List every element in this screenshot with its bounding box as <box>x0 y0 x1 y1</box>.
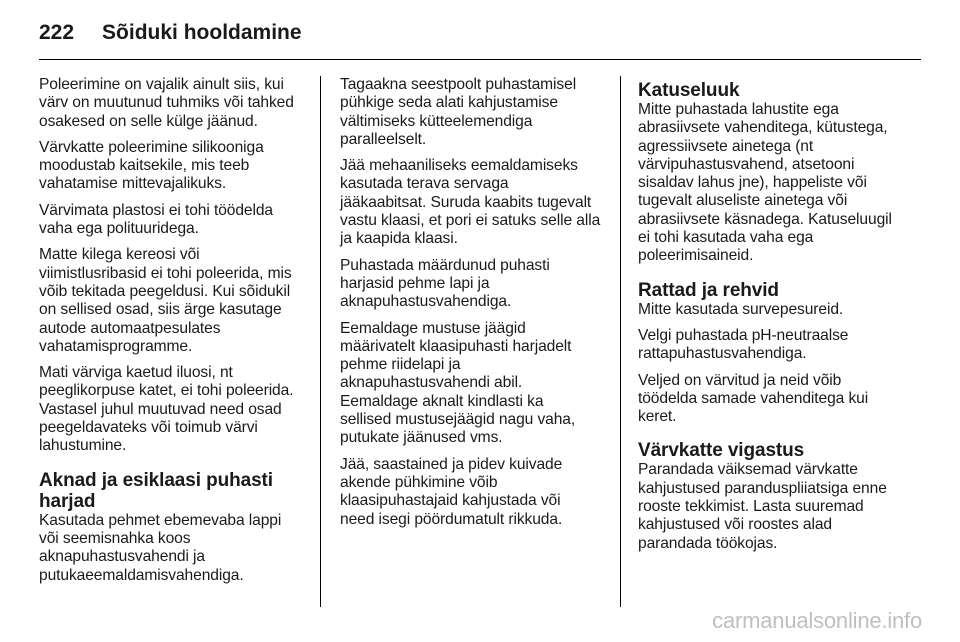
section-heading-paint-damage: Värvkatte vigastus <box>638 440 805 462</box>
watermark: carmanualsonline.info <box>712 608 922 633</box>
header-rule <box>39 59 921 60</box>
paragraph-unpainted-plastic: Värvimata plastosi ei tohi töödelda vaha ega polituuridega. <box>39 201 274 238</box>
paragraph-windows-cloth: Kasutada pehmet ebemevaba lappi või seemisnahka koos aknapuhastusvahendi ja putukaeemaldamisvahendiga. <box>39 511 282 584</box>
column-1 <box>39 76 311 585</box>
paragraph-painted-rims: Veljed on värvitud ja neid võib töödelda samade vahenditega kui keret. <box>638 371 869 426</box>
section-heading-windows: Aknad ja esiklaasi puhasti harjad <box>39 469 273 512</box>
paragraph-wiper-blades: Puhastada määrdunud puhasti harjasid pehme lapi ja aknapuhastusvahendiga. <box>340 256 550 311</box>
column-divider-2 <box>620 76 621 607</box>
paragraph-matte-film: Matte kilega kereosi või viimistlusribasid ei tohi poleerida, mis võib tekitada peegeldusi. Kui sõidukil on sellised osad, siis ärge kasutage autode automaatpesulates vahatamisprogramme. <box>39 246 292 355</box>
paragraph-matte-paint: Mati värviga kaetud iluosi, nt peeglikorpuse katet, ei tohi poleerida. Vastasel juhul muutuvad need osad peegeldavateks või toimub värvi lahustumine. <box>39 364 294 455</box>
paragraph-wiper-damage: Jää, saastained ja pidev kuivade akende pühkimine võib klaasipuhastajaid kahjustada või need isegi pöördumatult rikkuda. <box>340 455 563 528</box>
column-divider-1 <box>320 76 321 607</box>
paragraph-dirt-residue: Eemaldage mustuse jäägid määrivatelt klaasipuhasti harjadelt pehme riidelapi ja aknapuhastusvahendi abil. <box>340 319 572 392</box>
paragraph-paint-damage: Parandada väiksemad värvkatte kahjustused paranduspliiatsiga enne rooste tekkimist. Lasta suuremad kahjustused või roostes alad parandada töökojas. <box>638 461 887 552</box>
paragraph-silicone: Värvkatte poleerimine silikooniga moodustab kaitsekile, mis teeb vahatamise mittevajalikuks. <box>39 138 264 193</box>
paragraph-rear-window: Tagaakna seestpoolt puhastamisel pühkige seda alati kahjustamise vältimiseks kütteelemendiga paralleelselt. <box>340 76 577 148</box>
paragraph-ice-scraper: Jää mehaaniliseks eemaldamiseks kasutada terava servaga jääkaabitsat. Suruda kaabits tugevalt vastu klaasi, et pori ei satuks selle alla ja kaapida klaasi. <box>340 157 601 248</box>
page-header <box>39 16 302 50</box>
column-2 <box>340 76 612 537</box>
paragraph-sunroof: Mitte puhastada lahustite ega abrasiivsete vahenditega, kütustega, agressiivsete ainetega (nt värvipuhastusvahend, atsetooni sisaldav lahus jne), happeliste või tugevalt aluseliste ainetega või abrasiivsete käsnadega. Katuseluugil ei tohi kasutada vaha ega poleerimisaineid. <box>638 101 892 265</box>
chapter-title: Sõiduki hooldamine <box>102 21 302 44</box>
column-3 <box>638 76 910 561</box>
paragraph-wax-residue: Eemaldage aknalt kindlasti ka sellised mustusejäägid nagu vaha, putukate jäänused vms. <box>340 392 576 447</box>
section-heading-wheels: Rattad ja rehvid <box>638 279 779 301</box>
section-heading-sunroof: Katuseluuk <box>638 80 740 101</box>
paragraph-polishing: Poleerimine on vajalik ainult siis, kui värv on muutunud tuhmiks või tahked osakesed on selle külge jäänud. <box>39 76 294 130</box>
paragraph-no-pressure-washer: Mitte kasutada survepesureid. <box>638 300 844 318</box>
page-number: 222 <box>39 21 75 44</box>
paragraph-rim-cleaner: Velgi puhastada pH-neutraalse rattapuhastusvahendiga. <box>638 326 849 363</box>
